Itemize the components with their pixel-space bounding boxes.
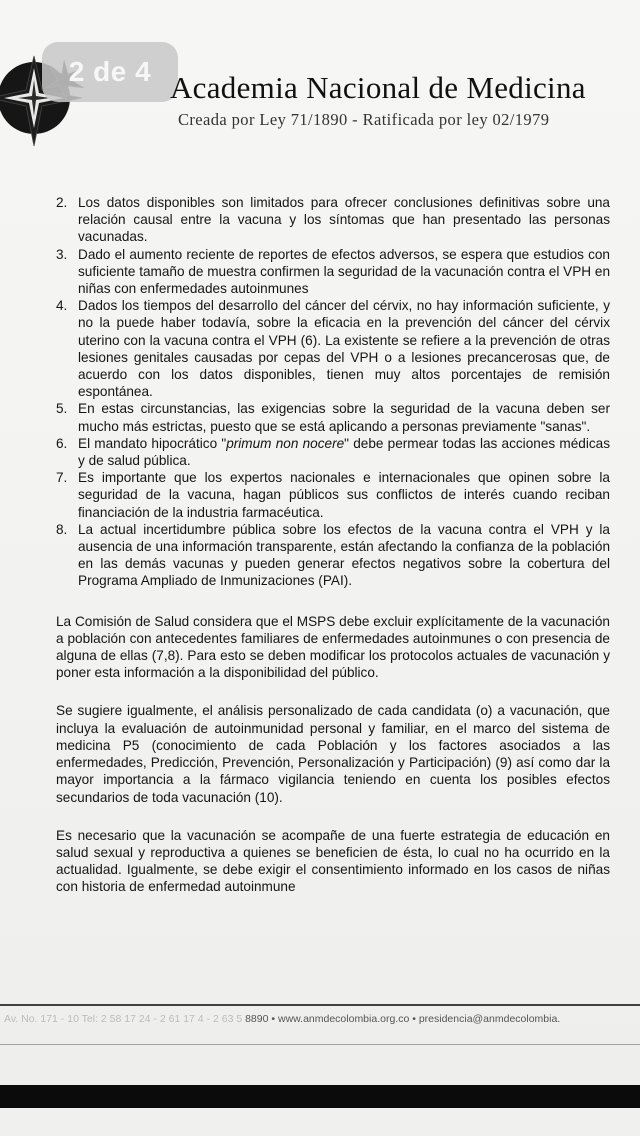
point-text: Los datos disponibles son limitados para ofrecer conclusiones definitivas sobre una relación causal entre la vacuna y los síntomas que han presentado las personas vacunadas. bbox=[78, 195, 610, 245]
organization-name: Academia Nacional de Medicina bbox=[170, 70, 586, 105]
point-item bbox=[56, 469, 610, 521]
footer-address-faded: Av. No. 171 - 10 Tel: 2 58 17 24 - 2 61 17 4 - 2 63 5 bbox=[4, 1013, 243, 1025]
page-indicator-badge bbox=[42, 42, 178, 102]
point-number: 6. bbox=[56, 435, 68, 451]
point-number: 8. bbox=[56, 521, 68, 537]
viewer-bottom-strip bbox=[0, 1108, 640, 1136]
point-text: Dado el aumento reciente de reportes de efectos adversos, se espera que estudios con suficiente tamaño de muestra confirmen la seguridad de la vacunación contra el VPH en niñas con enfermedades autoinmunes bbox=[78, 246, 610, 297]
page-indicator-text: 2 de 4 bbox=[68, 56, 152, 87]
point-text: Dados los tiempos del desarrollo del cáncer del cérvix, no hay información suficiente, y no la puede haber todavía, sobre la eficacia en la prevención del cáncer del cérvix uterino con la vacuna contra el VPH (6). La existente se refiere a la prevención de otras lesiones genitales causadas por cepas del VPH o a lesiones precancerosas que, de acuerdo con los datos disponibles, tienen muy altos porcentajes de remisión espontánea. bbox=[78, 298, 610, 400]
point-text: El mandato hipocrático " bbox=[78, 435, 227, 451]
footer-contact bbox=[4, 1013, 640, 1025]
point-number: 4. bbox=[56, 298, 68, 314]
point-item bbox=[56, 400, 610, 434]
footer-divider bbox=[0, 1004, 640, 1006]
numbered-points bbox=[56, 194, 610, 590]
footer-phone: 8890 bbox=[245, 1013, 269, 1025]
document-body bbox=[56, 194, 610, 896]
footer-bullet: • bbox=[271, 1013, 276, 1025]
point-item bbox=[56, 297, 610, 400]
point-text: En estas circunstancias, las exigencias sobre la seguridad de la vacuna deben ser mucho más estrictas, puesto que se está aplicando a personas previamente "sanas". bbox=[78, 401, 610, 434]
viewer-bottom-bar bbox=[0, 1085, 640, 1108]
point-number: 3. bbox=[56, 246, 68, 262]
footer-website: www.anmdecolombia.org.co bbox=[277, 1013, 410, 1025]
point-number: 5. bbox=[56, 401, 68, 417]
point-item bbox=[56, 194, 610, 246]
paragraph: Se sugiere igualmente, el análisis personalizado de cada candidata (o) a vacunación, que incluya la evaluación de autoinmunidad personal y familiar, en el marco del sistema de medicina P5 (conocimiento de cada Población y los factores asociados a las enfermedades, Predicción, Prevención, Personalización y Participación) (9) así como dar la mayor importancia a la fármaco vigilancia teniendo en cuenta los posibles efectos secundarios de toda vacunación (10). bbox=[56, 703, 610, 805]
paragraph: Es necesario que la vacunación se acompañe de una fuerte estrategia de educación en salud sexual y reproductiva a quienes se beneficien de ésta, lo cual no ha ocurrido en la actualidad. Igualmente, se debe exigir el consentimiento informado en los casos de niñas con historia de enfermedad autoinmune bbox=[56, 827, 610, 895]
point-text: La actual incertidumbre pública sobre los efectos de la vacuna contra el VPH y la ausencia de una información transparente, están afectando la confianza de la población en las demás vacunas y pueden generar efectos negativos sobre la cobertura del Programa Ampliado de Inmunizaciones (PAI). bbox=[78, 521, 610, 589]
point-item bbox=[56, 246, 610, 298]
footer-email: presidencia@anmdecolombia. bbox=[418, 1013, 561, 1025]
point-item bbox=[56, 521, 610, 590]
organization-subtitle: Creada por Ley 71/1890 - Ratificada por ley 02/1979 bbox=[178, 110, 550, 129]
point-item bbox=[56, 435, 610, 469]
latin-phrase: primum non nocere bbox=[226, 435, 345, 451]
point-number: 2. bbox=[56, 195, 68, 210]
footer-bullet: • bbox=[412, 1013, 416, 1025]
point-number: 7. bbox=[56, 470, 68, 486]
point-text: " debe permear todas las acciones médicas y de salud pública. bbox=[78, 435, 611, 469]
paragraph: La Comisión de Salud considera que el MSPS debe excluir explícitamente de la vacunación a población con antecedentes familiares de enfermedades autoinmunes o con presencia de alguna de ellas (7,8). Para esto se deben modificar los protocolos actuales de vacunación y poner esta información a la disponibilidad del público. bbox=[56, 613, 610, 681]
point-text: Es importante que los expertos nacionales e internacionales que opinen sobre la seguridad de la vacuna, hagan públicos sus conflictos de interés cuando reciban financiación de la industria farmacéutica. bbox=[78, 470, 610, 520]
footer-divider-lower bbox=[0, 1044, 640, 1045]
